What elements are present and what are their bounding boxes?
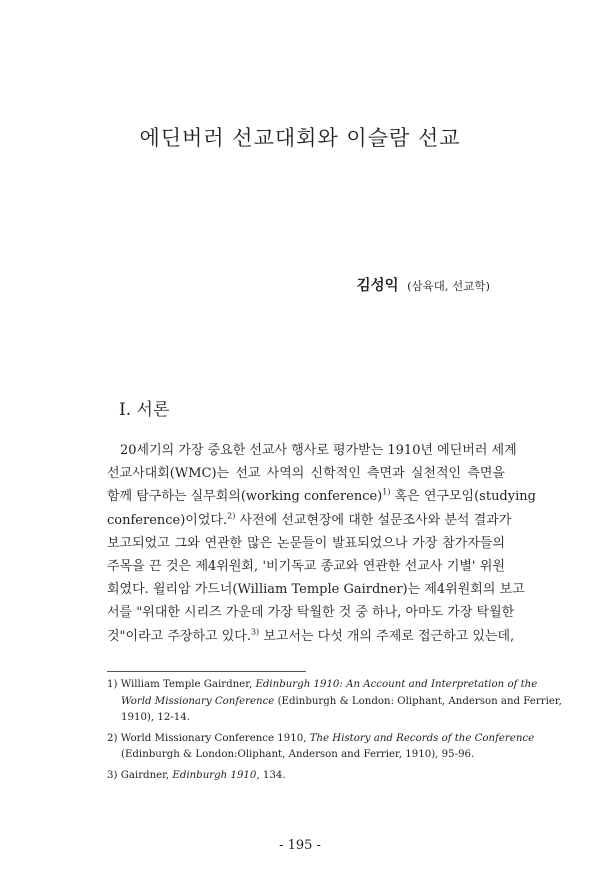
page-title: 에딘버러 선교대회와 이슬람 선교 (139, 126, 461, 150)
footnote-number: 3) (107, 769, 118, 781)
footnote-author: World Missionary Conference 1910, (120, 732, 310, 744)
footnote-publisher: (Edinburgh & London: Oliphant, Anderson and Ferrier, (274, 695, 562, 707)
footnote-title: Edinburgh 1910 (172, 769, 257, 781)
body-line: 서를 "위대한 시리즈 가운데 가장 탁월한 것 중 하나, 아마도 가장 탁월한 (107, 605, 515, 621)
body-line (107, 485, 536, 508)
footnote-ref[interactable]: 1) (382, 488, 391, 498)
body-line: 주목을 끈 것은 제4위원회, '비기독교 종교와 연관한 선교사 기별' 위원 (107, 558, 505, 574)
footnote-divider (107, 671, 306, 672)
body-text-segment: 것"이라고 주장하고 있다. (107, 628, 251, 644)
footnote-author: Gairdner, (120, 769, 173, 781)
section-heading: I. 서론 (119, 400, 170, 420)
footnote-publisher: , 134. (256, 769, 286, 781)
footnote-1-cont: 1910), 12-14. (121, 712, 190, 723)
footnote-title: Edinburgh 1910: An Account and Interpretation of the (255, 679, 538, 690)
body-line (107, 625, 515, 648)
footnote-1 (107, 677, 538, 694)
body-text-segment: 보고서는 다섯 개의 주제로 접근하고 있는데, (259, 628, 515, 644)
body-text-segment: 혹은 연구모임(studying (390, 489, 536, 505)
body-text-segment: 함께 탐구하는 실무회의(working conference) (107, 489, 383, 505)
page-number: - 195 - (279, 838, 321, 853)
body-text-segment: 사전에 선교현장에 대한 설문조사와 분석 결과가 (235, 512, 512, 528)
footnote-ref[interactable]: 2) (227, 511, 236, 521)
footnote-2 (107, 731, 535, 748)
body-line: 보고되었고 그와 연관한 많은 논문들이 발표되었으나 가장 참가자들의 (107, 535, 505, 551)
footnote-ref[interactable]: 3) (250, 627, 260, 637)
footnote-3 (107, 768, 505, 785)
footnote-author: William Temple Gairdner, (120, 679, 256, 690)
body-line: 회였다. 윌리암 가드너(William Temple Gairdner)는 제4위원회의 보고 (107, 582, 525, 598)
footnote-title: The History and Records of the Conference (309, 732, 535, 744)
author-name: 김성익 (356, 277, 399, 294)
footnote-number: 2) (107, 732, 118, 744)
footnote-title: World Missionary Conference (121, 695, 275, 707)
body-line: 20세기의 가장 중요한 선교사 행사로 평가받는 1910년 에딘버러 세계 (120, 443, 517, 458)
author-line (357, 274, 490, 295)
body-line (107, 509, 512, 532)
body-line: 선교사대회(WMC)는 선교 사역의 신학적인 측면과 실천적인 측면을 (107, 466, 505, 482)
body-text-segment: conference)이었다. (107, 512, 228, 528)
body-text (107, 439, 536, 648)
footnote-2-cont: (Edinburgh & London:Oliphant, Anderson and Ferrier, 1910), 95-96. (121, 749, 475, 760)
author-affiliation: (삼육대, 선교학) (407, 279, 490, 293)
footnotes (107, 677, 562, 784)
footnote-number: 1) (107, 679, 118, 690)
footnote-1-cont (107, 694, 562, 711)
